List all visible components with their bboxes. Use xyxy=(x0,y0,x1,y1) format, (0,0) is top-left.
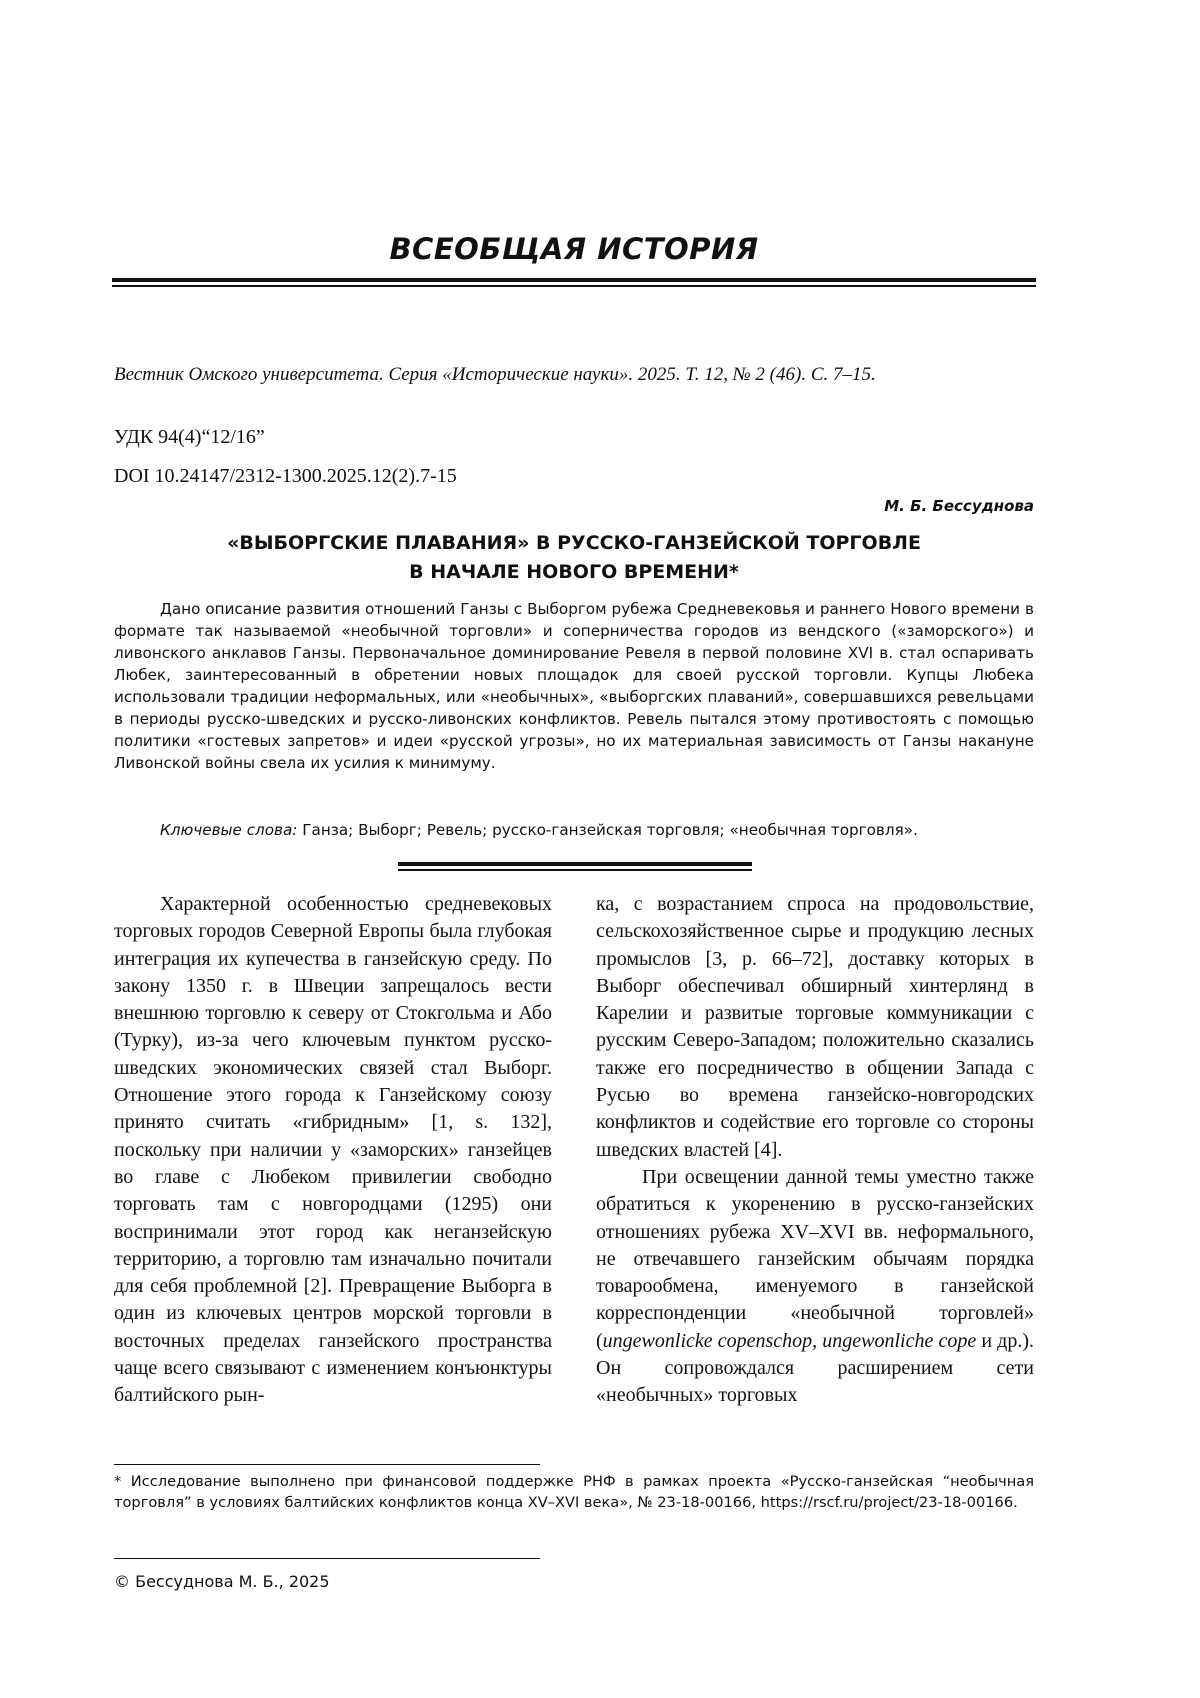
section-rule-thick xyxy=(112,278,1036,282)
body-column-left xyxy=(114,891,552,1410)
body-paragraph-1-continued: ка, с возрастанием спроса на продовольствие, сельскохозяйственное сырье и продукцию лесных промыслов [3, p. 66–72], доставку которых в Выборг обеспечивал обширный хинтерлянд в Карелии и развитые торговые коммуникации с русским Северо-Западом; положительно сказались также его посредничество в общении Запада с Русью во времена ганзейско-новгородских конфликтов и содействие его торговле со стороны шведских властей [4]. xyxy=(596,893,1034,1161)
body-paragraph-2-italic: ungewonlicke copenschop, ungewonliche cope xyxy=(602,1329,977,1352)
keywords-list: Ганза; Выборг; Ревель; русско-ганзейская торговля; «необычная торговля». xyxy=(297,821,918,839)
keywords-label: Ключевые слова: xyxy=(160,821,298,839)
funding-footnote: * Исследование выполнено при финансовой поддержке РНФ в рамках проекта «Русско-ганзейская “необычная торговля” в условиях балтийских конфликтов конца XV–XVI века», № 23-18-00166, https://rscf.ru/project/23-18-00166. xyxy=(114,1473,1034,1511)
journal-reference: Вестник Омского университета. Серия «Исторические науки». 2025. Т. 12, № 2 (46). С. 7–15. xyxy=(114,364,876,385)
keywords xyxy=(114,819,1034,841)
abstract-divider-thick xyxy=(398,862,752,866)
abstract-divider-thin xyxy=(398,869,752,871)
doi-identifier: DOI 10.24147/2312-1300.2025.12(2).7-15 xyxy=(114,465,457,487)
udk-code: УДК 94(4)“12/16” xyxy=(114,426,265,448)
footnote-rule xyxy=(114,1464,540,1465)
copyright-notice: © Бессуднова М. Б., 2025 xyxy=(114,1572,330,1591)
body-paragraph-2 xyxy=(596,1164,1034,1410)
article-title-line-1: «ВЫБОРГСКИЕ ПЛАВАНИЯ» В РУССКО-ГАНЗЕЙСКОЙ ТОРГОВЛЕ xyxy=(227,532,921,554)
article-title xyxy=(112,529,1036,587)
body-paragraph-2-end: и др.). Он сопровождался расширением сети «необычных» торговых xyxy=(596,1329,1034,1407)
body-column-right xyxy=(596,891,1034,1410)
author-name: М. Б. Бессуднова xyxy=(884,497,1034,515)
body-paragraph-1: Характерной особенностью средневековых торговых городов Северной Европы была глубокая интеграция их купечества в ганзейскую среду. По закону 1350 г. в Швеции запрещалось вести внешнюю торговлю к северу от Стокгольма и Або (Турку), из-за чего ключевым пунктом русско-шведских экономических связей стал Выборг. Отношение этого города к Ганзейскому союзу принято считать «гибридным» [1, s. 132], поскольку при наличии у «заморских» ганзейцев во главе с Любеком привилегии свободно торговать там с новгородцами (1295) они воспринимали этот город как неганзейскую территорию, а торговлю там изначально почитали для себя проблемной [2]. Превращение Выборга в один из ключевых центров морской торговли в восточных пределах ганзейского пространства чаще всего связывают с изменением конъюнктуры балтийского рын- xyxy=(114,893,552,1407)
body-paragraph-2-start: При освещении данной темы уместно также обратиться к укоренению в русско-ганзейских отношениях рубежа XV–XVI вв. неформального, не отвечавшего ганзейским обычаям порядка товарообмена, именуемого в ганзейской корреспонденции «необычной торговлей» ( xyxy=(596,1165,1034,1352)
abstract: Дано описание развития отношений Ганзы с Выборгом рубежа Средневековья и раннего Нового времени в формате так называемой «необычной торговли» и соперничества городов из вендского («заморского») и ливонского анклавов Ганзы. Первоначальное доминирование Ревеля в первой половине XVI в. стал оспаривать Любек, заинтересованный в обретении новых площадок для своей русской торговли. Купцы Любека использовали традиции неформальных, или «необычных», «выборгских плаваний», совершавшихся ревельцами в периоды русско-шведских и русско-ливонских конфликтов. Ревель пытался этому противостоять с помощью политики «гостевых запретов» и идеи «русской угрозы», но их материальная зависимость от Ганзы накануне Ливонской войны свела их усилия к минимуму. xyxy=(114,600,1034,772)
copyright-rule xyxy=(114,1558,540,1559)
article-title-line-2: В НАЧАЛЕ НОВОГО ВРЕМЕНИ* xyxy=(409,561,739,583)
section-heading: ВСЕОБЩАЯ ИСТОРИЯ xyxy=(389,232,759,266)
section-rule-thin xyxy=(112,285,1036,287)
